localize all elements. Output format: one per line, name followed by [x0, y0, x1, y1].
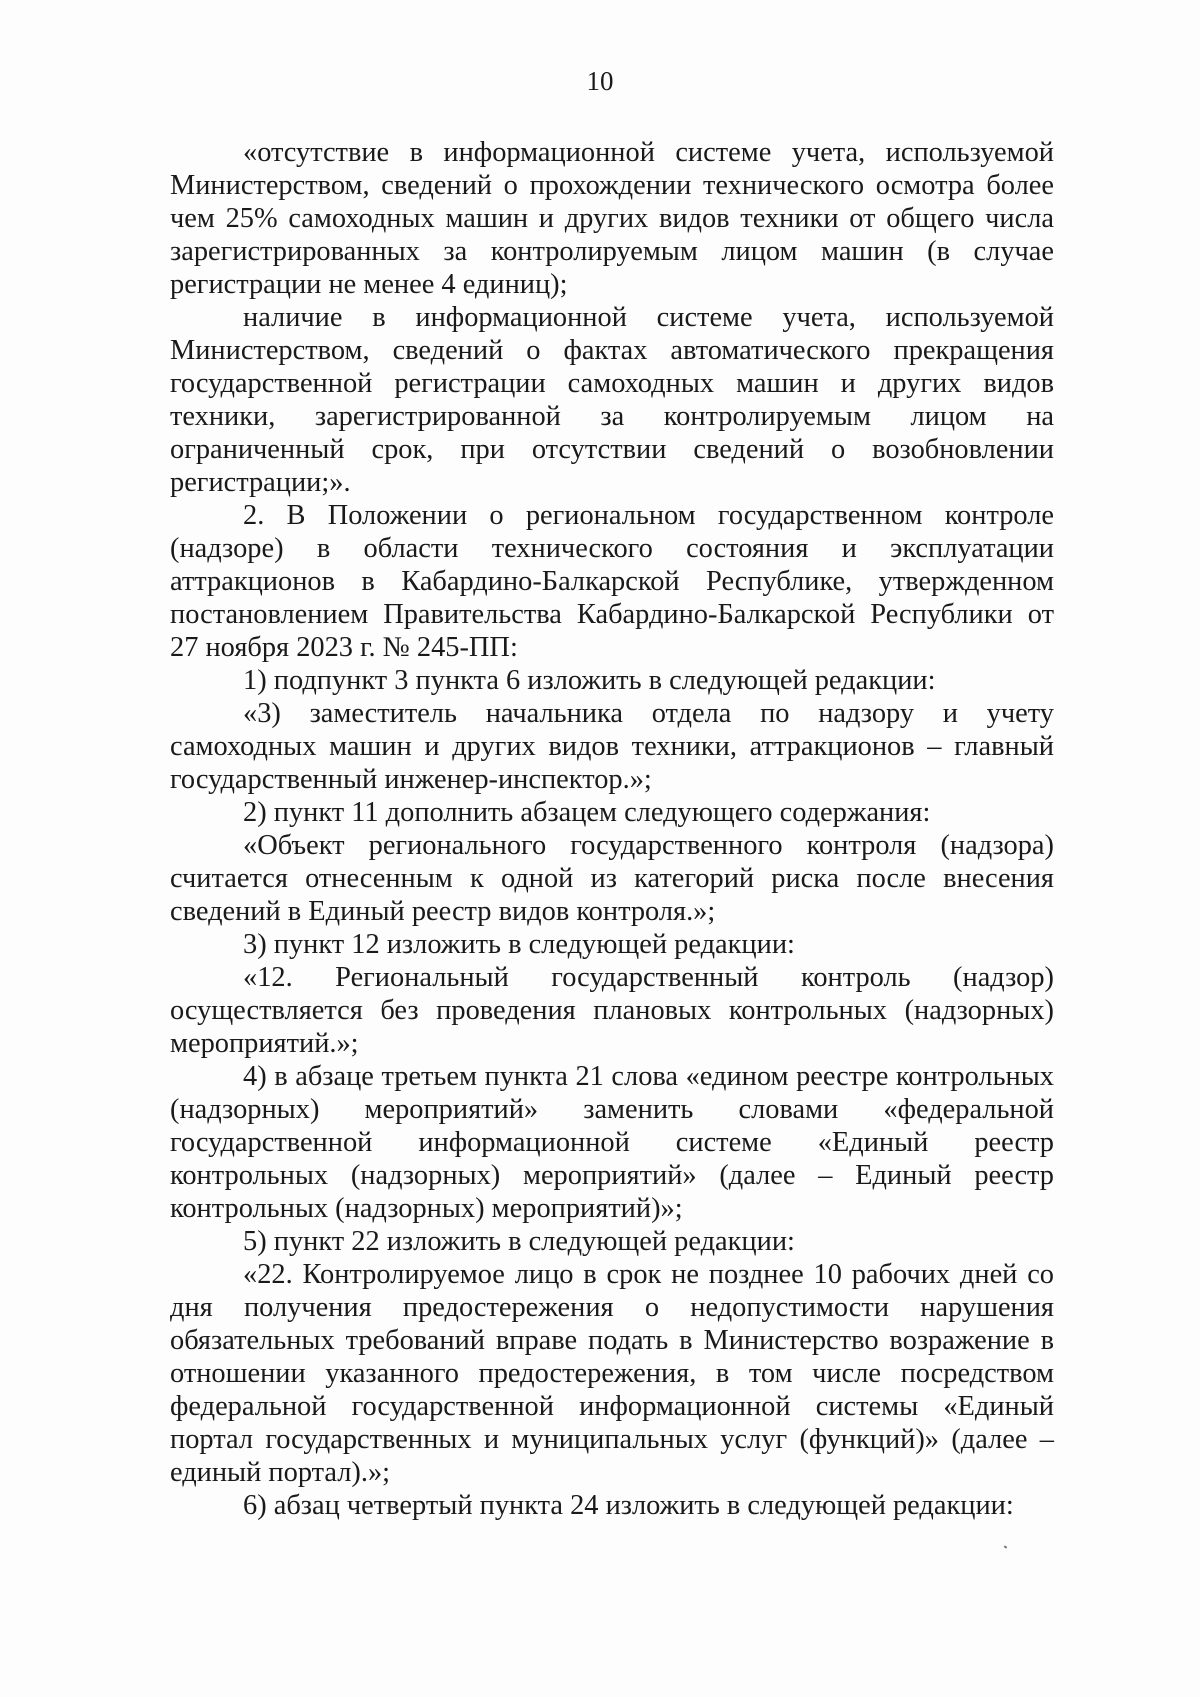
paragraph-4: 1) подпункт 3 пункта 6 изложить в следующей редакции:	[243, 665, 936, 696]
paragraph-5: «3) заместитель начальника отдела по надзору и учету самоходных машин и других видов техники, аттракционов – главный государственный инженер-инспектор.»;	[170, 698, 1054, 795]
document-body	[170, 136, 1054, 1522]
paragraph-3: 2. В Положении о региональном государственном контроле (надзоре) в области технического состояния и эксплуатации аттракционов в Кабардино-Балкарской Республике, утвержденном постановлением Правительства Кабардино-Балкарской Республики от 27 ноября 2023 г. № 245-ПП:	[170, 500, 1054, 663]
paragraph-7: «Объект регионального государственного контроля (надзора) считается отнесенным к одной из категорий риска после внесения сведений в Единый реестр видов контроля.»;	[170, 830, 1054, 927]
paragraph-2: наличие в информационной системе учета, используемой Министерством, сведений о фактах автоматического прекращения государственной регистрации самоходных машин и других видов техники, зарегистрированной за контролируемым лицом на ограниченный срок, при отсутствии сведений о возобновлении регистрации;».	[170, 302, 1054, 498]
paragraph-13: 6) абзац четвертый пункта 24 изложить в следующей редакции:	[243, 1490, 1014, 1521]
paragraph-12: «22. Контролируемое лицо в срок не позднее 10 рабочих дней со дня получения предостережения о недопустимости нарушения обязательных требований вправе подать в Министерство возражение в отношении указанного предостережения, в том числе посредством федеральной государственной информационной системы «Единый портал государственных и муниципальных услуг (функций)» (далее – единый портал).»;	[170, 1259, 1054, 1488]
paragraph-6: 2) пункт 11 дополнить абзацем следующего содержания:	[243, 797, 931, 828]
page-number: 10	[586, 66, 614, 96]
paragraph-1: «отсутствие в информационной системе учета, используемой Министерством, сведений о прохождении технического осмотра более чем 25% самоходных машин и других видов техники от общего числа зарегистрированных за контролируемым лицом машин (в случае регистрации не менее 4 единиц);	[170, 137, 1054, 300]
paragraph-11: 5) пункт 22 изложить в следующей редакции:	[243, 1226, 795, 1257]
paragraph-9: «12. Региональный государственный контроль (надзор) осуществляется без проведения плановых контрольных (надзорных) мероприятий.»;	[170, 962, 1054, 1059]
scan-speck	[1004, 1545, 1008, 1548]
paragraph-8: 3) пункт 12 изложить в следующей редакции:	[243, 929, 795, 960]
paragraph-10: 4) в абзаце третьем пункта 21 слова «едином реестре контрольных (надзорных) мероприятий» заменить словами «федеральной государственной информационной системе «Единый реестр контрольных (надзорных) мероприятий» (далее – Единый реестр контрольных (надзорных) мероприятий)»;	[170, 1061, 1054, 1224]
